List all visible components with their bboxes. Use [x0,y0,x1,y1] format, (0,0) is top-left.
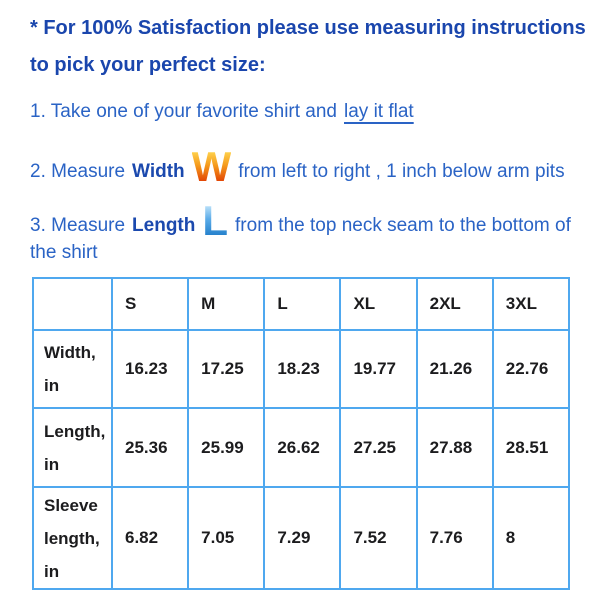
table-cell: 8 [493,487,569,589]
table-cell: 22.76 [493,330,569,408]
heading-line-1: * For 100% Satisfaction please use measuring instructions [30,17,586,39]
table-cell: 25.99 [188,408,264,487]
table-header-row [33,278,569,330]
step-2-prefix: 2. Measure [30,161,126,182]
step-3-rest-line-1: from the top neck seam to the bottom of [235,215,571,236]
step-3-rest-line-2: the shirt [30,242,98,263]
width-row-label: Width, in [33,330,112,408]
table-cell: 21.26 [417,330,493,408]
length-keyword: Length [132,215,196,236]
col-header-3xl: 3XL [493,278,569,330]
table-cell: 7.76 [417,487,493,589]
table-cell: 27.25 [340,408,416,487]
step-3-prefix: 3. Measure [30,215,126,236]
width-keyword: Width [132,161,185,182]
sleeve-length-row [33,487,569,589]
step-1 [30,99,582,125]
step-1-text: 1. Take one of your favorite shirt and [30,101,337,122]
heading-line-2: to pick your perfect size: [30,54,266,76]
step-2 [30,143,582,190]
table-cell: 7.29 [264,487,340,589]
table-cell: 26.62 [264,408,340,487]
table-cell: 19.77 [340,330,416,408]
size-chart-table [32,277,570,590]
table-cell: 16.23 [112,330,188,408]
table-cell: 6.82 [112,487,188,589]
table-cell: 25.36 [112,408,188,487]
table-cell: 28.51 [493,408,569,487]
sleeve-row-label: Sleeve length, in [33,487,112,589]
col-header-m: M [188,278,264,330]
step-3 [30,197,582,244]
lay-it-flat-underlined-text: lay it flat [344,101,414,122]
width-row [33,330,569,408]
col-header-xl: XL [340,278,416,330]
length-row-label: Length, in [33,408,112,487]
width-letter-icon: W [191,143,232,190]
col-header-s: S [112,278,188,330]
step-2-rest: from left to right , 1 inch below arm pits [238,161,565,182]
length-letter-icon: L [202,197,229,244]
table-cell: 18.23 [264,330,340,408]
col-header-l: L [264,278,340,330]
table-cell: 17.25 [188,330,264,408]
satisfaction-heading [30,10,586,84]
corner-cell [33,278,112,330]
table-cell: 7.05 [188,487,264,589]
table-cell: 7.52 [340,487,416,589]
length-row [33,408,569,487]
col-header-2xl: 2XL [417,278,493,330]
table-cell: 27.88 [417,408,493,487]
